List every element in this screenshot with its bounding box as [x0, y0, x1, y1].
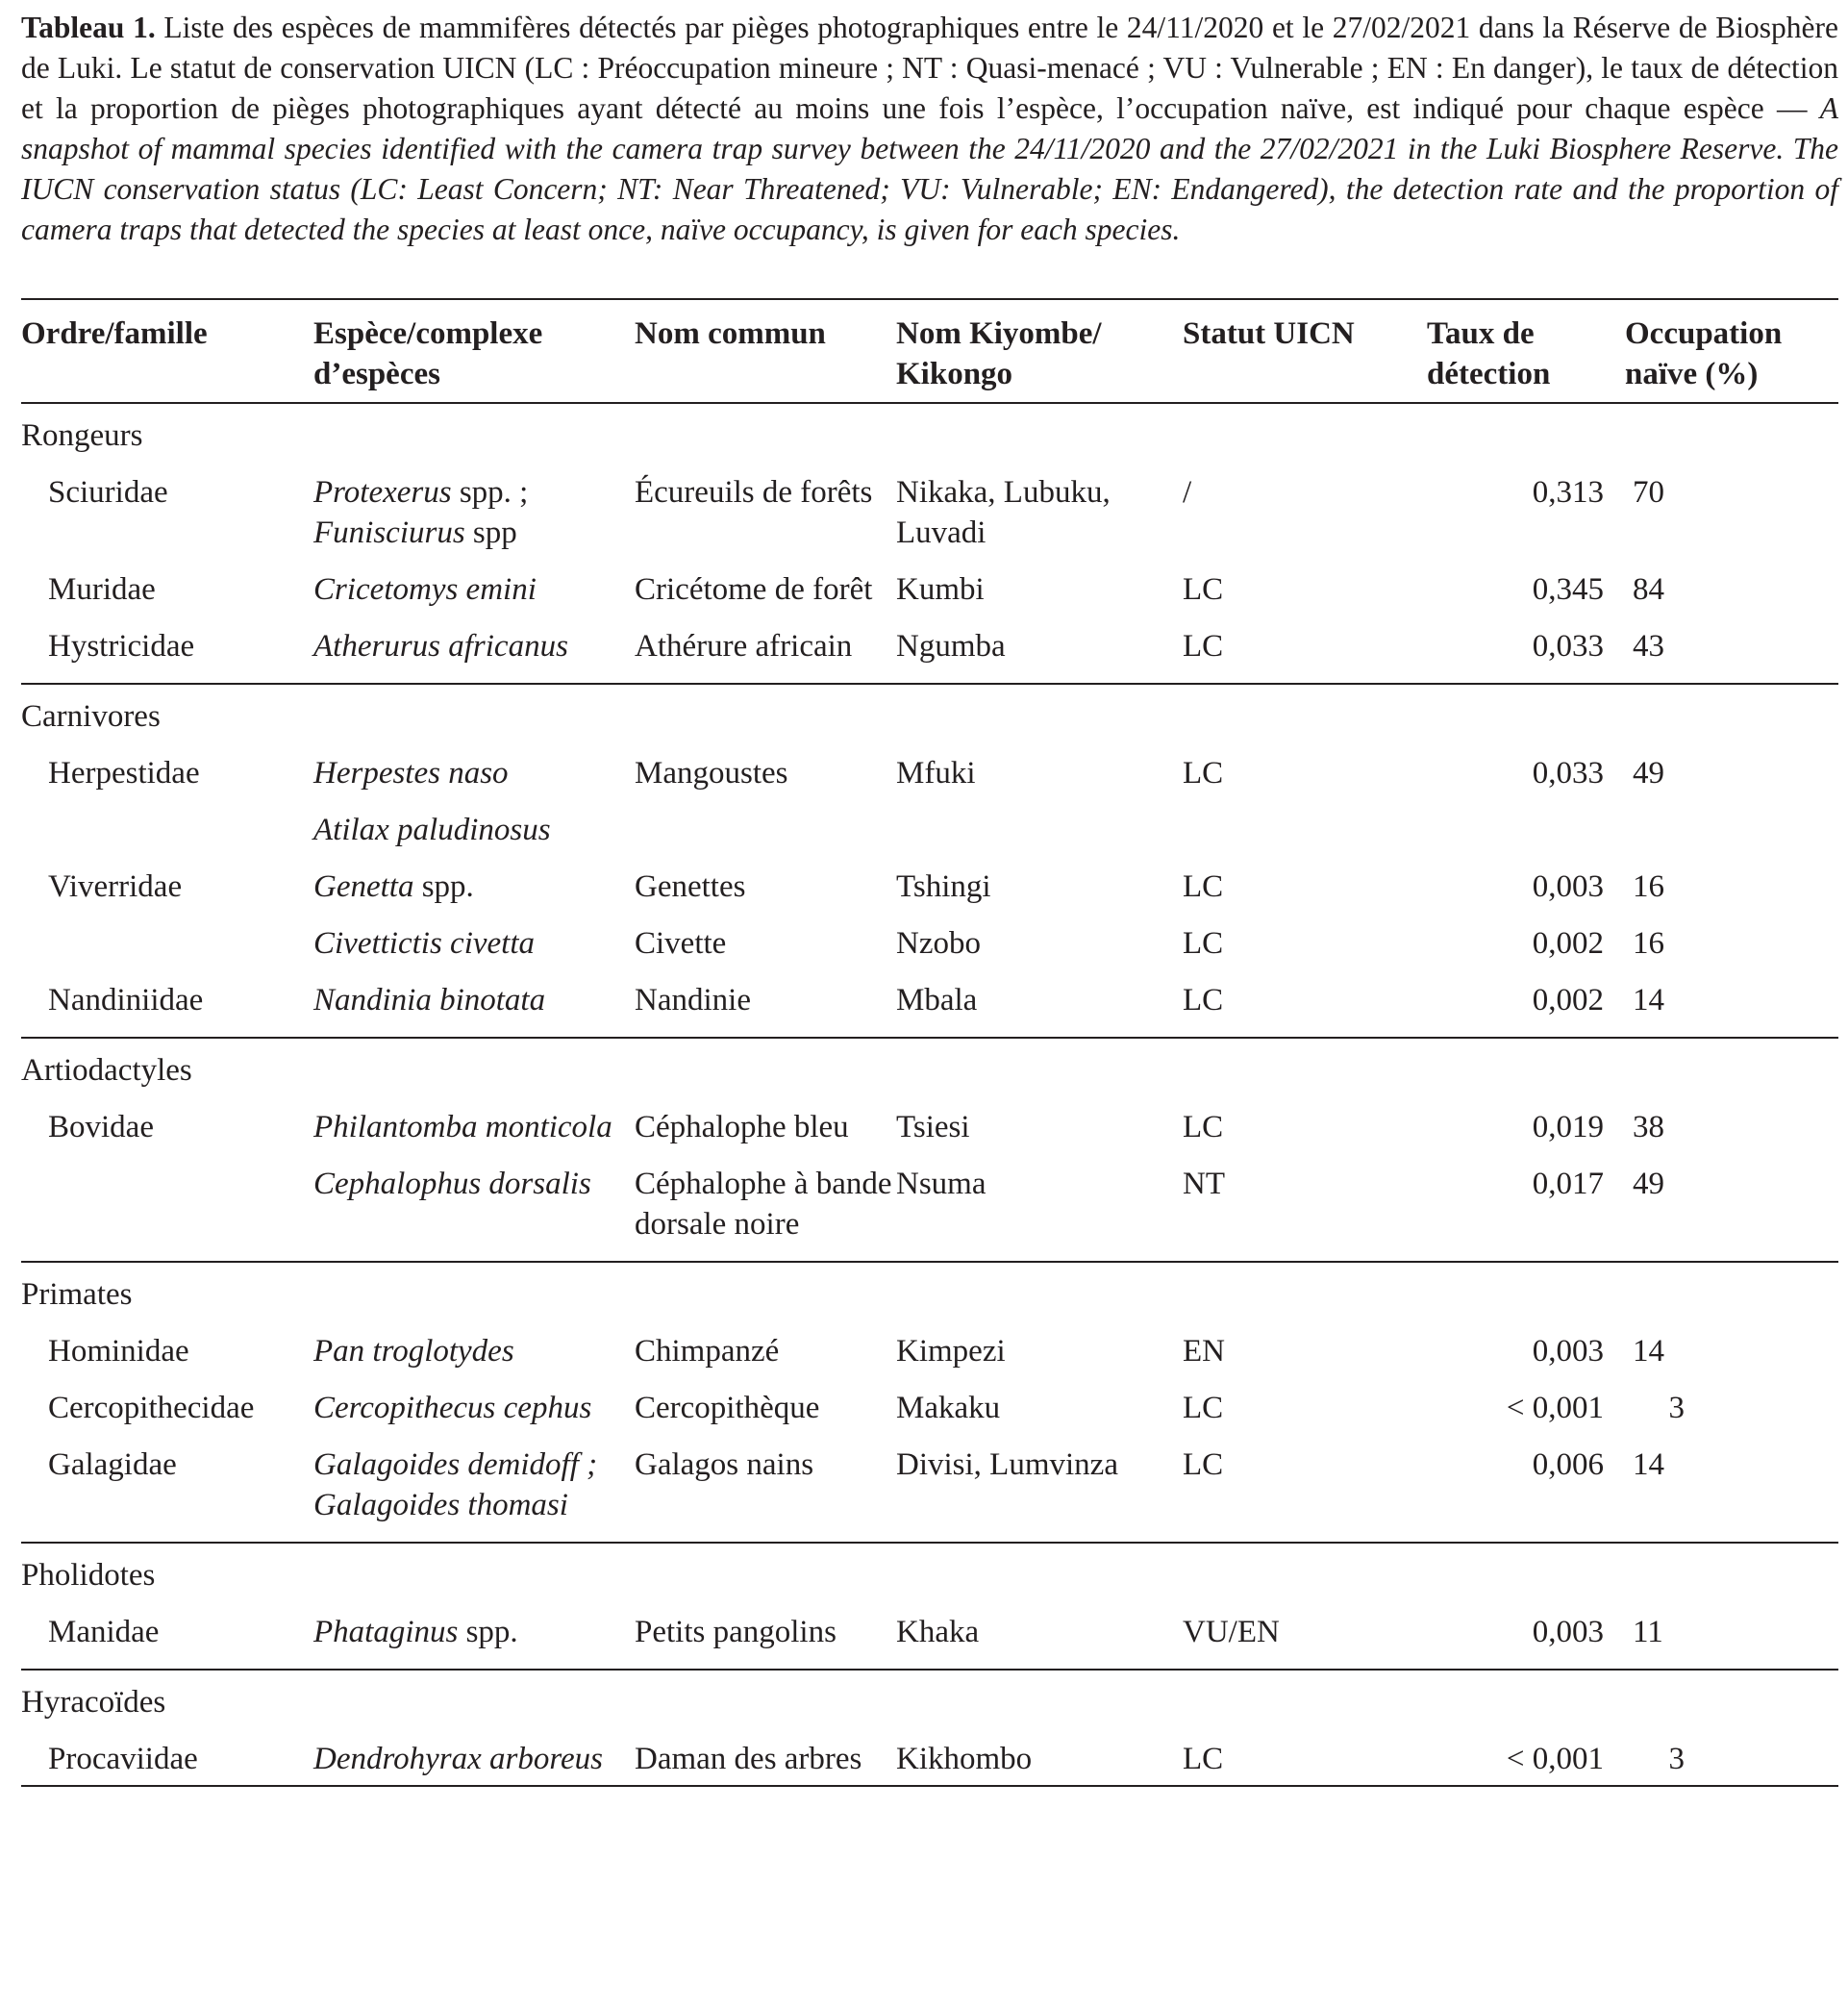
iucn-status: / — [1183, 475, 1192, 510]
detection-rate: 0,003 — [1532, 869, 1604, 904]
cell-kiyombe-name — [896, 626, 1183, 684]
table-row — [21, 1107, 1838, 1164]
cell-common-name — [635, 923, 896, 980]
kiyombe-name: Nzobo — [896, 926, 981, 961]
cell-kiyombe-name — [896, 1164, 1183, 1262]
naive-occupancy: 14 — [1633, 983, 1664, 1018]
species-name: Philantomba monticola — [313, 1110, 612, 1144]
iucn-status: LC — [1183, 1391, 1224, 1425]
cell-family — [21, 980, 313, 1038]
order-row — [21, 403, 1838, 472]
detection-rate: 0,017 — [1532, 1167, 1604, 1201]
header-iucn — [1183, 299, 1427, 403]
iucn-status: LC — [1183, 572, 1224, 607]
table-header-row — [21, 299, 1838, 403]
cell-common-name — [635, 626, 896, 684]
family-name: Nandiniidae — [48, 983, 204, 1018]
naive-occupancy: 14 — [1633, 1447, 1664, 1482]
cell-occupancy — [1625, 1739, 1838, 1786]
cell-common-name — [635, 569, 896, 626]
naive-occupancy: 38 — [1633, 1110, 1664, 1144]
family-name: Procaviidae — [48, 1742, 198, 1776]
cell-iucn-status — [1183, 1739, 1427, 1786]
common-name: Galagos nains — [635, 1447, 814, 1482]
detection-rate: 0,345 — [1532, 572, 1604, 607]
kiyombe-name: Khaka — [896, 1615, 980, 1649]
cell-species — [313, 1107, 635, 1164]
detection-rate: 0,019 — [1532, 1110, 1604, 1144]
detection-rate: 0,003 — [1532, 1615, 1604, 1649]
cell-detection-rate — [1427, 810, 1625, 867]
common-name: Petits pangolins — [635, 1615, 837, 1649]
cell-family — [21, 867, 313, 923]
kiyombe-name: Kimpezi — [896, 1334, 1006, 1369]
order-name: Artiodactyles — [21, 1053, 192, 1088]
cell-detection-rate — [1427, 569, 1625, 626]
kiyombe-name: Tsiesi — [896, 1110, 970, 1144]
table-row — [21, 1445, 1838, 1543]
detection-rate: 0,033 — [1532, 756, 1604, 791]
caption-text-fr: Liste des espèces de mammifères détectés par pièges photographiques entre le 24/11/2020 et le 27/02/2021 dans la Réserve de Biosphère de Luki. Le statut de conservation UICN (LC : Préoccupation mineure ; NT : Quasi-menacé ; VU : Vulnerable ; EN : En danger), le taux de détection et la proportion de pièges photographiques ayant détecté au moins une fois l’espèce, l’occupation naïve, est indiqué pour chaque espèce — — [21, 11, 1839, 125]
cell-iucn-status — [1183, 626, 1427, 684]
table-row — [21, 1739, 1838, 1786]
caption-label: Tableau 1. — [21, 11, 156, 44]
cell-family — [21, 923, 313, 980]
order-name: Hyracoïdes — [21, 1685, 166, 1720]
common-name: Daman des arbres — [635, 1742, 862, 1776]
cell-common-name — [635, 1445, 896, 1543]
cell-common-name — [635, 1164, 896, 1262]
cell-detection-rate — [1427, 923, 1625, 980]
table-row — [21, 472, 1838, 569]
family-name: Bovidae — [48, 1110, 154, 1144]
naive-occupancy: 49 — [1633, 756, 1664, 791]
cell-common-name — [635, 753, 896, 810]
cell-kiyombe-name — [896, 867, 1183, 923]
cell-iucn-status — [1183, 923, 1427, 980]
table-row — [21, 1612, 1838, 1670]
common-name: Athérure africain — [635, 629, 853, 664]
cell-kiyombe-name — [896, 1612, 1183, 1670]
cell-occupancy — [1625, 810, 1838, 867]
header-occupancy — [1625, 299, 1838, 403]
common-name: Cricétome de forêt — [635, 572, 873, 607]
cell-species — [313, 753, 635, 810]
naive-occupancy: 16 — [1633, 926, 1664, 961]
kiyombe-name: Makaku — [896, 1391, 1001, 1425]
family-name: Cercopithecidae — [48, 1391, 255, 1425]
cell-iucn-status — [1183, 1164, 1427, 1262]
cell-iucn-status — [1183, 472, 1427, 569]
cell-family — [21, 1445, 313, 1543]
order-cell — [21, 403, 1838, 472]
cell-species — [313, 472, 635, 569]
cell-occupancy — [1625, 626, 1838, 684]
cell-detection-rate — [1427, 980, 1625, 1038]
cell-iucn-status — [1183, 980, 1427, 1038]
naive-occupancy: 43 — [1633, 629, 1664, 664]
cell-iucn-status — [1183, 1612, 1427, 1670]
cell-occupancy — [1625, 1331, 1838, 1388]
family-name: Sciuridae — [48, 475, 168, 510]
order-cell — [21, 1543, 1838, 1612]
cell-occupancy — [1625, 980, 1838, 1038]
common-name: Genettes — [635, 869, 746, 904]
order-row — [21, 684, 1838, 753]
table-row — [21, 980, 1838, 1038]
cell-detection-rate — [1427, 1739, 1625, 1786]
header-occupancy-line1: Occupation — [1625, 316, 1783, 351]
cell-common-name — [635, 1331, 896, 1388]
naive-occupancy: 3 — [1668, 1742, 1685, 1776]
cell-common-name — [635, 980, 896, 1038]
caption-text-en: A snapshot of mammal species identified with the camera trap survey between the 24/11/2020 and the 27/02/2021 in the Luki Biosphere Reserve. The IUCN conservation status (LC: Least Concern; NT: Near Threatened; VU: Vulnerable; EN: Endangered), the detection rate and the proportion of camera traps that detected the species at least once, naïve occupancy, is given for each species. — [21, 91, 1838, 246]
cell-species — [313, 1331, 635, 1388]
order-name: Rongeurs — [21, 418, 143, 453]
cell-detection-rate — [1427, 753, 1625, 810]
order-name: Pholidotes — [21, 1558, 156, 1593]
order-cell — [21, 684, 1838, 753]
cell-kiyombe-name — [896, 1739, 1183, 1786]
kiyombe-name: Tshingi — [896, 869, 991, 904]
species-name: Protexerus — [313, 475, 452, 510]
common-name: Écureuils de forêts — [635, 475, 873, 510]
cell-family — [21, 1164, 313, 1262]
iucn-status: LC — [1183, 869, 1224, 904]
document — [21, 8, 1839, 1776]
cell-species — [313, 569, 635, 626]
cell-occupancy — [1625, 1164, 1838, 1262]
order-row — [21, 1670, 1838, 1739]
header-order-family-text: Ordre/famille — [21, 316, 208, 351]
cell-species — [313, 923, 635, 980]
cell-kiyombe-name — [896, 472, 1183, 569]
cell-kiyombe-name — [896, 1388, 1183, 1445]
cell-kiyombe-name — [896, 810, 1183, 867]
iucn-status: LC — [1183, 1742, 1224, 1776]
table-row — [21, 1331, 1838, 1388]
cell-occupancy — [1625, 923, 1838, 980]
header-common-name-text: Nom commun — [635, 316, 826, 351]
detection-rate: < 0,001 — [1506, 1391, 1604, 1425]
species-suffix: spp. — [413, 869, 474, 904]
header-species-line1: Espèce/complexe — [313, 316, 543, 351]
table-row — [21, 810, 1838, 867]
header-order-family — [21, 299, 313, 403]
cell-kiyombe-name — [896, 753, 1183, 810]
family-name: Galagidae — [48, 1447, 177, 1482]
detection-rate: 0,003 — [1532, 1334, 1604, 1369]
cell-family — [21, 1739, 313, 1786]
species-table — [21, 298, 1838, 1787]
naive-occupancy: 84 — [1633, 572, 1664, 607]
cell-family — [21, 753, 313, 810]
cell-common-name — [635, 1107, 896, 1164]
common-name: Céphalophe à bande dorsale noire — [635, 1167, 892, 1242]
cell-detection-rate — [1427, 1331, 1625, 1388]
iucn-status: EN — [1183, 1334, 1225, 1369]
cell-family — [21, 472, 313, 569]
cell-species — [313, 1388, 635, 1445]
kiyombe-name: Ngumba — [896, 629, 1006, 664]
cell-species — [313, 867, 635, 923]
cell-occupancy — [1625, 1388, 1838, 1445]
table-row — [21, 569, 1838, 626]
cell-family — [21, 1388, 313, 1445]
cell-family — [21, 810, 313, 867]
table-caption — [21, 8, 1838, 250]
cell-species — [313, 1164, 635, 1262]
cell-detection-rate — [1427, 1164, 1625, 1262]
species-name: Cercopithecus cephus — [313, 1391, 592, 1425]
iucn-status: LC — [1183, 1447, 1224, 1482]
kiyombe-name: Divisi, Lumvinza — [896, 1447, 1118, 1482]
order-name: Primates — [21, 1277, 133, 1312]
header-kiyombe-line1: Nom Kiyombe/ — [896, 316, 1102, 351]
cell-kiyombe-name — [896, 1445, 1183, 1543]
header-rate-line2: détection — [1427, 357, 1551, 391]
cell-kiyombe-name — [896, 980, 1183, 1038]
kiyombe-name: Kumbi — [896, 572, 985, 607]
cell-kiyombe-name — [896, 1107, 1183, 1164]
kiyombe-name: Nikaka, Lubuku, Luvadi — [896, 475, 1111, 550]
order-cell — [21, 1670, 1838, 1739]
order-cell — [21, 1038, 1838, 1107]
order-name: Carnivores — [21, 699, 161, 734]
detection-rate: < 0,001 — [1506, 1742, 1604, 1776]
species-name: Funisciurus — [313, 515, 465, 550]
family-name: Viverridae — [48, 869, 183, 904]
header-kiyombe-line2: Kikongo — [896, 357, 1013, 391]
family-name: Hystricidae — [48, 629, 195, 664]
family-name: Herpestidae — [48, 756, 200, 791]
cell-occupancy — [1625, 867, 1838, 923]
iucn-status: LC — [1183, 983, 1224, 1018]
cell-iucn-status — [1183, 1388, 1427, 1445]
header-rate-line1: Taux de — [1427, 316, 1535, 351]
cell-common-name — [635, 1612, 896, 1670]
naive-occupancy: 49 — [1633, 1167, 1664, 1201]
cell-occupancy — [1625, 1107, 1838, 1164]
species-name: Cephalophus dorsalis — [313, 1167, 591, 1201]
cell-family — [21, 1107, 313, 1164]
table-body — [21, 403, 1838, 1786]
species-name: Cricetomys emini — [313, 572, 537, 607]
cell-iucn-status — [1183, 810, 1427, 867]
cell-iucn-status — [1183, 1445, 1427, 1543]
cell-occupancy — [1625, 753, 1838, 810]
kiyombe-name: Mfuki — [896, 756, 976, 791]
detection-rate: 0,033 — [1532, 629, 1604, 664]
cell-common-name — [635, 472, 896, 569]
order-row — [21, 1038, 1838, 1107]
cell-family — [21, 1612, 313, 1670]
cell-family — [21, 1331, 313, 1388]
cell-occupancy — [1625, 569, 1838, 626]
cell-family — [21, 626, 313, 684]
detection-rate: 0,002 — [1532, 983, 1604, 1018]
order-cell — [21, 1262, 1838, 1331]
cell-iucn-status — [1183, 569, 1427, 626]
kiyombe-name: Kikhombo — [896, 1742, 1033, 1776]
iucn-status: LC — [1183, 629, 1224, 664]
species-suffix: spp. ; — [451, 475, 529, 510]
cell-species — [313, 1739, 635, 1786]
cell-species — [313, 980, 635, 1038]
header-species-line2: d’espèces — [313, 357, 440, 391]
cell-kiyombe-name — [896, 569, 1183, 626]
cell-detection-rate — [1427, 626, 1625, 684]
cell-detection-rate — [1427, 1612, 1625, 1670]
cell-iucn-status — [1183, 1107, 1427, 1164]
iucn-status: LC — [1183, 926, 1224, 961]
species-name: Pan troglotydes — [313, 1334, 514, 1369]
common-name: Chimpanzé — [635, 1334, 780, 1369]
table-row — [21, 867, 1838, 923]
species-name: Galagoides demidoff ; Galagoides thomasi — [313, 1447, 598, 1522]
cell-common-name — [635, 810, 896, 867]
cell-species — [313, 1445, 635, 1543]
kiyombe-name: Mbala — [896, 983, 978, 1018]
order-row — [21, 1543, 1838, 1612]
naive-occupancy: 11 — [1633, 1615, 1663, 1649]
cell-detection-rate — [1427, 1388, 1625, 1445]
cell-occupancy — [1625, 1445, 1838, 1543]
header-species — [313, 299, 635, 403]
table-row — [21, 1388, 1838, 1445]
species-name: Genetta — [313, 869, 414, 904]
cell-detection-rate — [1427, 472, 1625, 569]
species-name: Civettictis civetta — [313, 926, 536, 961]
iucn-status: VU/EN — [1183, 1615, 1280, 1649]
common-name: Mangoustes — [635, 756, 788, 791]
cell-common-name — [635, 1388, 896, 1445]
naive-occupancy: 14 — [1633, 1334, 1664, 1369]
cell-iucn-status — [1183, 753, 1427, 810]
cell-species — [313, 1612, 635, 1670]
naive-occupancy: 16 — [1633, 869, 1664, 904]
species-suffix: spp. — [458, 1615, 518, 1649]
header-iucn-text: Statut UICN — [1183, 316, 1355, 351]
species-name: Dendrohyrax arboreus — [313, 1742, 603, 1776]
header-kiyombe — [896, 299, 1183, 403]
table-row — [21, 923, 1838, 980]
naive-occupancy: 70 — [1633, 475, 1664, 510]
detection-rate: 0,006 — [1532, 1447, 1604, 1482]
cell-family — [21, 569, 313, 626]
common-name: Civette — [635, 926, 727, 961]
cell-kiyombe-name — [896, 1331, 1183, 1388]
kiyombe-name: Nsuma — [896, 1167, 986, 1201]
header-detection-rate — [1427, 299, 1625, 403]
common-name: Céphalophe bleu — [635, 1110, 849, 1144]
cell-species — [313, 810, 635, 867]
detection-rate: 0,313 — [1532, 475, 1604, 510]
table-row — [21, 1164, 1838, 1262]
species-name: Nandinia binotata — [313, 983, 546, 1018]
species-name: Atilax paludinosus — [313, 813, 551, 847]
cell-detection-rate — [1427, 1445, 1625, 1543]
species-name: Atherurus africanus — [313, 629, 568, 664]
header-common-name — [635, 299, 896, 403]
cell-detection-rate — [1427, 867, 1625, 923]
species-name: Phataginus — [313, 1615, 459, 1649]
cell-iucn-status — [1183, 867, 1427, 923]
family-name: Muridae — [48, 572, 156, 607]
cell-detection-rate — [1427, 1107, 1625, 1164]
species-name: Herpestes naso — [313, 756, 509, 791]
cell-common-name — [635, 1739, 896, 1786]
species-suffix: spp — [464, 515, 517, 550]
cell-kiyombe-name — [896, 923, 1183, 980]
iucn-status: LC — [1183, 756, 1224, 791]
common-name: Nandinie — [635, 983, 751, 1018]
detection-rate: 0,002 — [1532, 926, 1604, 961]
cell-occupancy — [1625, 472, 1838, 569]
order-row — [21, 1262, 1838, 1331]
table-row — [21, 626, 1838, 684]
family-name: Manidae — [48, 1615, 160, 1649]
cell-species — [313, 626, 635, 684]
cell-common-name — [635, 867, 896, 923]
iucn-status: LC — [1183, 1110, 1224, 1144]
header-occupancy-line2: naïve (%) — [1625, 357, 1759, 391]
cell-occupancy — [1625, 1612, 1838, 1670]
common-name: Cercopithèque — [635, 1391, 820, 1425]
naive-occupancy: 3 — [1668, 1391, 1685, 1425]
cell-iucn-status — [1183, 1331, 1427, 1388]
family-name: Hominidae — [48, 1334, 189, 1369]
iucn-status: NT — [1183, 1167, 1225, 1201]
table-row — [21, 753, 1838, 810]
